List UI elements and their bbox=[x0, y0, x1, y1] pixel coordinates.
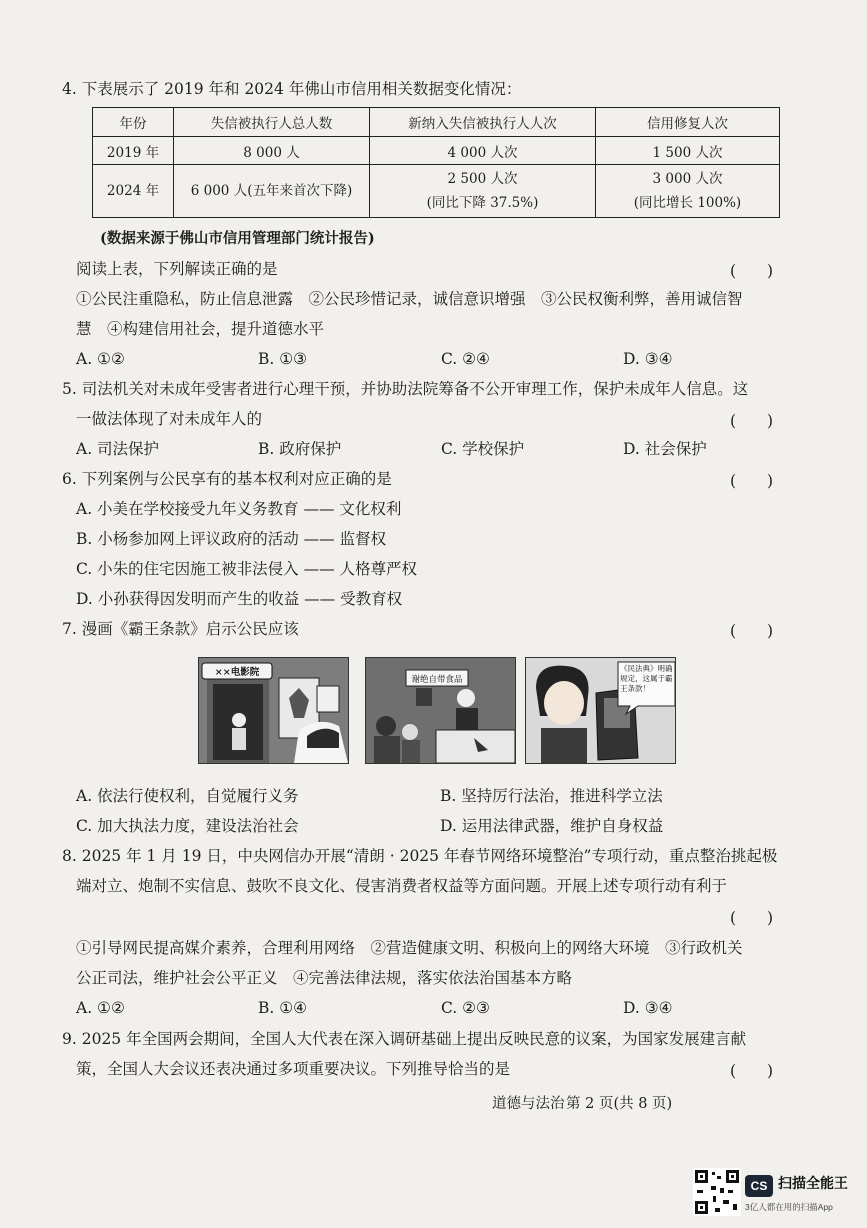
cell-new-main: 2 500 人次 bbox=[447, 171, 518, 187]
q8-option-c: C. ②③ bbox=[441, 999, 490, 1017]
q8-line1: 8. 2025 年 1 月 19 日，中央网信办开展“清朗 · 2025 年春节网络环境整治”专项行动，重点整治挑起极 bbox=[62, 847, 778, 865]
qr-code-icon bbox=[693, 1168, 741, 1216]
cartoon-panel-ticket-counter bbox=[365, 657, 516, 764]
q6-answer-paren: ( ) bbox=[730, 472, 774, 490]
footer-page-number: 第 2 页(共 8 页) bbox=[566, 1096, 673, 1112]
cartoon-panel-civil-code bbox=[525, 657, 676, 764]
cell-total: 6 000 人(五年来首次下降) bbox=[174, 165, 370, 218]
credit-data-table bbox=[92, 107, 780, 218]
cell-repair-main: 3 000 人次 bbox=[652, 171, 723, 187]
q8-answer-paren: ( ) bbox=[730, 909, 774, 927]
q7-option-c: C. 加大执法力度，建设法治社会 bbox=[76, 817, 299, 835]
q8-statements-line1: ①引导网民提高媒介素养，合理利用网络 ②营造健康文明、积极向上的网络大环境 ③行政机关 bbox=[76, 939, 743, 957]
q8-statements-line2: 公正司法，维护社会公平正义 ④完善法律法规，落实依法治国基本方略 bbox=[76, 969, 573, 987]
cell-repair-note: (同比增长 100%) bbox=[633, 195, 742, 211]
cinema-sign: ××电影院 bbox=[214, 667, 260, 678]
q9-line1: 9. 2025 年全国两会期间，全国人大代表在深入调研基础上提出反映民意的议案，为国家发展建言献 bbox=[62, 1030, 747, 1048]
cell-new: 4 000 人次 bbox=[370, 137, 596, 165]
q4-option-a: A. ①② bbox=[76, 350, 125, 368]
camscanner-tagline: 3亿人都在用的扫描App bbox=[745, 1202, 833, 1212]
q6-option-a: A. 小美在学校接受九年义务教育 —— 文化权利 bbox=[76, 500, 402, 518]
cell-new bbox=[370, 165, 596, 218]
table-header-new: 新纳入失信被执行人人次 bbox=[370, 108, 596, 137]
q4-answer-paren: ( ) bbox=[730, 262, 774, 280]
q4-statements-line2: 慧 ④构建信用社会，提升道德水平 bbox=[76, 320, 325, 338]
no-outside-food-sign: 谢绝自带食品 bbox=[411, 675, 463, 685]
table-header-year: 年份 bbox=[93, 108, 174, 137]
table-header-total: 失信被执行人总人数 bbox=[174, 108, 370, 137]
q8-line2: 端对立、炮制不实信息、鼓吹不良文化、侵害消费者权益等方面问题。开展上述专项行动有利于 bbox=[76, 877, 728, 895]
q4-option-b: B. ①③ bbox=[258, 350, 308, 368]
cell-new-note: (同比下降 37.5%) bbox=[426, 195, 539, 211]
cell-repair bbox=[596, 165, 780, 218]
q9-line2: 策，全国人大会议还表决通过多项重要决议。下列推导恰当的是 bbox=[76, 1060, 511, 1078]
q7-option-b: B. 坚持厉行法治，推进科学立法 bbox=[440, 787, 663, 805]
q5-line2: 一做法体现了对未成年人的 bbox=[76, 410, 263, 428]
q7-answer-paren: ( ) bbox=[730, 622, 774, 640]
q4-statements-line1: ①公民注重隐私，防止信息泄露 ②公民珍惜记录，诚信意识增强 ③公民权衡利弊，善用诚信智 bbox=[76, 290, 743, 308]
table-row-2019 bbox=[93, 137, 780, 165]
q8-option-d: D. ③④ bbox=[623, 999, 673, 1017]
footer-subject: 道德与法治 bbox=[492, 1096, 565, 1112]
q5-line1: 5. 司法机关对未成年受害者进行心理干预，并协助法院筹备不公开审理工作，保护未成年人信息。这 bbox=[62, 380, 749, 398]
q6-stem: 6. 下列案例与公民享有的基本权利对应正确的是 bbox=[62, 470, 392, 488]
q4-option-d: D. ③④ bbox=[623, 350, 673, 368]
q4-option-c: C. ②④ bbox=[441, 350, 490, 368]
camscanner-name: 扫描全能王 bbox=[778, 1175, 848, 1191]
cell-year: 2024 年 bbox=[93, 165, 174, 218]
q5-option-a: A. 司法保护 bbox=[76, 440, 160, 458]
q7-option-a: A. 依法行使权利，自觉履行义务 bbox=[76, 787, 299, 805]
q8-option-b: B. ①④ bbox=[258, 999, 308, 1017]
q7-option-d: D. 运用法律武器，维护自身权益 bbox=[440, 817, 664, 835]
q5-option-d: D. 社会保护 bbox=[623, 440, 707, 458]
q4-stem: 4. 下表展示了 2019 年和 2024 年佛山市信用相关数据变化情况： bbox=[62, 80, 522, 98]
q6-option-c: C. 小朱的住宅因施工被非法侵入 —— 人格尊严权 bbox=[76, 560, 418, 578]
q4-source: (数据来源于佛山市信用管理部门统计报告) bbox=[100, 230, 375, 247]
cell-year: 2019 年 bbox=[93, 137, 174, 165]
q5-option-c: C. 学校保护 bbox=[441, 440, 525, 458]
camscanner-logo: CS bbox=[745, 1175, 773, 1197]
q4-prompt: 阅读上表，下列解读正确的是 bbox=[76, 260, 278, 278]
cell-total: 8 000 人 bbox=[174, 137, 370, 165]
cartoon-panel-cinema bbox=[198, 657, 349, 764]
cell-repair: 1 500 人次 bbox=[596, 137, 780, 165]
q7-stem: 7. 漫画《霸王条款》启示公民应该 bbox=[62, 620, 299, 638]
q6-option-d: D. 小孙获得因发明而产生的收益 —— 受教育权 bbox=[76, 590, 403, 608]
q6-option-b: B. 小杨参加网上评议政府的活动 —— 监督权 bbox=[76, 530, 387, 548]
civil-code-speech-bubble: 《民法典》明确规定，这属于霸王条款！ bbox=[620, 664, 673, 693]
q8-option-a: A. ①② bbox=[76, 999, 125, 1017]
table-header-repair: 信用修复人次 bbox=[596, 108, 780, 137]
q9-answer-paren: ( ) bbox=[730, 1062, 774, 1080]
q5-option-b: B. 政府保护 bbox=[258, 440, 342, 458]
table-row-2024 bbox=[93, 165, 780, 218]
q5-answer-paren: ( ) bbox=[730, 412, 774, 430]
